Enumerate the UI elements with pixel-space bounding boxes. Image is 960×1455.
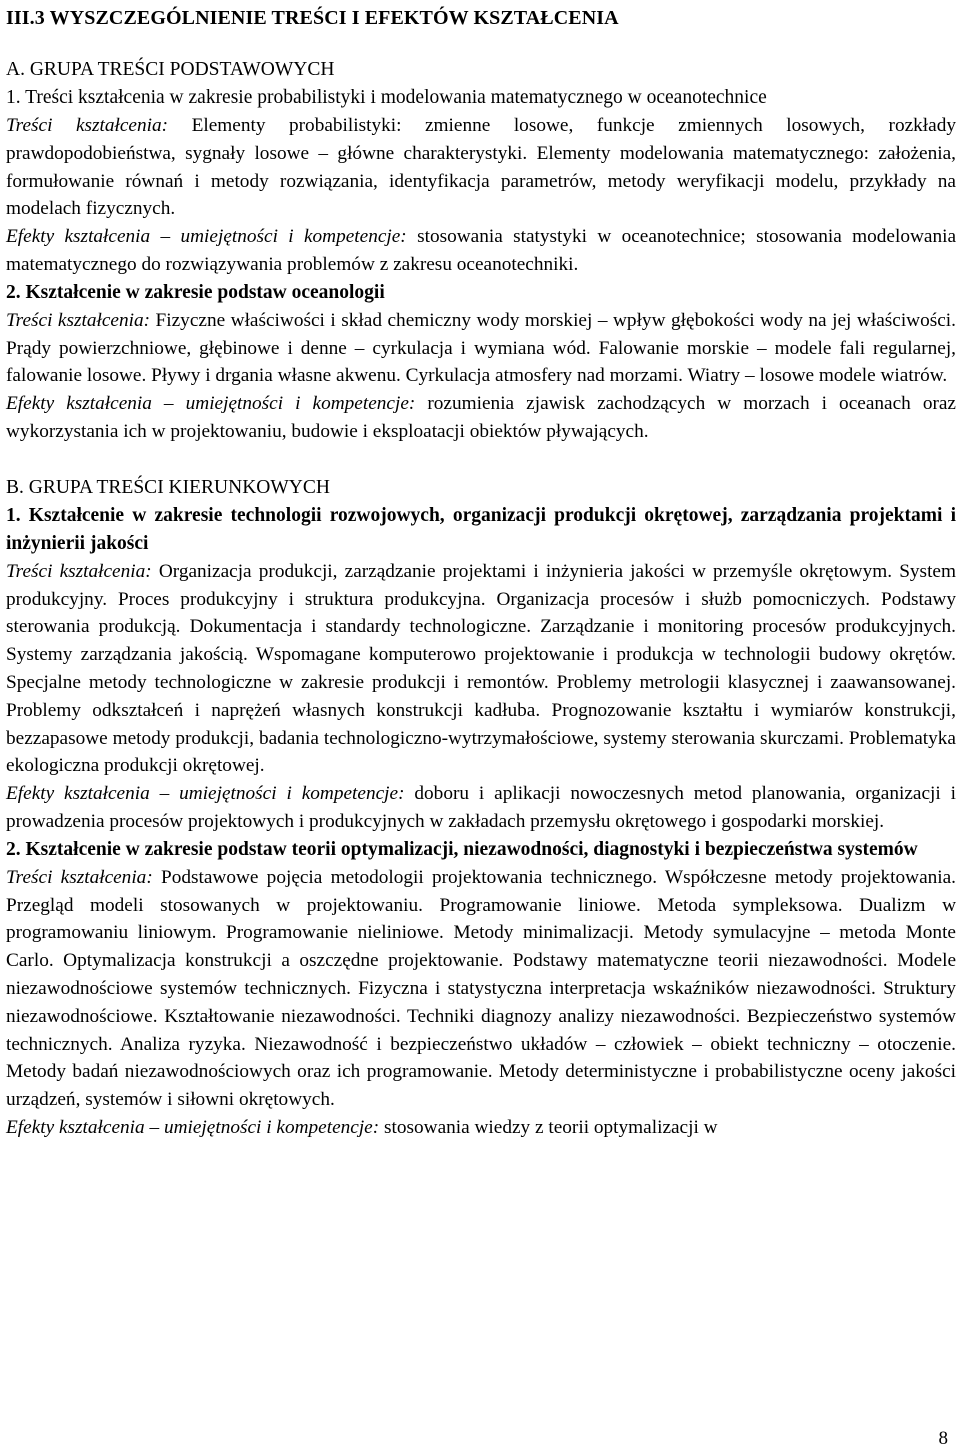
document-page — [6, 0, 956, 1142]
a1-title: 1. Treści kształcenia w zakresie probabilistyki i modelowania matematycznego w oceanotechnice — [6, 87, 767, 108]
subsection-a1 — [6, 84, 956, 279]
a1-effects-text: stosowania statystyki w oceanotechnice; stosowania modelowania matematycznego do rozwiązywania problemów z zakresu oceanotechniki. — [6, 226, 957, 275]
section-heading: III.3 WYSZCZEGÓLNIENIE TREŚCI I EFEKTÓW KSZTAŁCENIA — [6, 7, 619, 29]
b2-effects-paragraph — [6, 1114, 956, 1142]
subsection-b1 — [6, 502, 956, 836]
a1-content-text: Elementy probabilistyki: zmienne losowe, funkcje zmiennych losowych, rozkłady prawdopodobieństwa, sygnały losowe – główne charakterystyki. Elementy modelowania matematycznego: założenia, formułowanie równań i metody rozwiązania, identyfikacja parametrów, metody weryfikacji modelu, przykłady na modelach fizycznych. — [6, 115, 956, 220]
b2-content-label: Treści kształcenia: — [6, 866, 153, 888]
a1-effects-label: Efekty kształcenia – umiejętności i kompetencje: — [6, 226, 407, 248]
b1-effects-paragraph — [6, 780, 956, 836]
a2-effects-label: Efekty kształcenia – umiejętności i kompetencje: — [6, 393, 416, 415]
a1-content-paragraph — [6, 112, 956, 223]
a2-content-paragraph — [6, 307, 956, 390]
b1-title: 1. Kształcenie w zakresie technologii rozwojowych, organizacji produkcji okrętowej, zarządzania projektami i inżynierii jakości — [6, 504, 956, 554]
b1-effects-label: Efekty kształcenia – umiejętności i kompetencje: — [6, 783, 405, 805]
group-b-heading: B. GRUPA TREŚCI KIERUNKOWYCH — [6, 476, 330, 498]
a1-effects-paragraph — [6, 223, 956, 279]
a2-effects-text: rozumienia zjawisk zachodzących w morzach i oceanach oraz wykorzystania ich w projektowaniu, budowie i eksploatacji obiektów pływających. — [6, 393, 956, 442]
b1-content-text: Organizacja produkcji, zarządzanie projektami i inżynieria jakości w przemyśle okrętowym. System produkcyjny. Proces produkcyjny i struktura produkcyjna. Organizacja procesów i służb pomocniczych. Podstawy sterowania produkcją. Dokumentacja i standardy technologiczne. Zarządzanie i monitoring procesów produkcyjnych. Systemy zarządzania jakością. Wspomagane komputerowo projektowanie i produkcja w technologii budowy okrętów. Specjalne metody technologiczne w zakresie produkcji i remontów. Problemy metrologii klasycznej i zaawansowanej. Problemy odkształceń i naprężeń własnych konstrukcji kadłuba. Prognozowanie kształtu i wymiarów konstrukcji, bezzapasowe metody produkcji, badania technologiczno-wytrzymałościowe, systemy sterowania skurczami. Problematyka ekologiczna produkcji okrętowej. — [6, 560, 956, 777]
page-number: 8 — [938, 1428, 948, 1449]
a2-content-label: Treści kształcenia: — [6, 309, 151, 331]
b1-content-paragraph — [6, 558, 956, 780]
a1-content-label: Treści kształcenia: — [6, 115, 169, 136]
a2-title: 2. Kształcenie w zakresie podstaw oceanologii — [6, 281, 385, 303]
b1-content-label: Treści kształcenia: — [6, 560, 152, 582]
subsection-a2 — [6, 279, 956, 446]
b2-content-paragraph — [6, 864, 956, 1114]
subsection-b2 — [6, 836, 956, 1142]
b2-content-text: Podstawowe pojęcia metodologii projektowania technicznego. Współczesne metody projektowania. Przegląd modeli stosowanych w projektowaniu. Programowanie liniowe. Metoda sympleksowa. Dualizm w programowaniu liniowym. Programowanie nieliniowe. Metody minimalizacji. Metody symulacyjne – metoda Monte Carlo. Optymalizacja konstrukcji a oszczędne projektowanie. Podstawy matematyczne teorii niezawodności. Modele niezawodnościowe systemów technicznych. Fizyczna i statystyczna interpretacja wskaźników niezawodności. Struktury niezawodnościowe. Kształtowanie niezawodności. Techniki diagnozy analizy niezawodności. Bezpieczeństwo systemów technicznych. Analiza ryzyka. Niezawodność i bezpieczeństwo układów – człowiek – obiekt techniczny – otoczenie. Metody badań niezawodnościowych oraz ich programowanie. Metody deterministyczne i probabilistyczne oceny jakości urządzeń, systemów i siłowni okrętowych. — [6, 866, 957, 1111]
a2-effects-paragraph — [6, 390, 956, 446]
section-spacer — [6, 446, 956, 474]
group-a-heading: A. GRUPA TREŚCI PODSTAWOWYCH — [6, 59, 335, 80]
b1-effects-text: doboru i aplikacji nowoczesnych metod planowania, organizacji i prowadzenia procesów projektowych i produkcyjnych w zakładach przemysłu okrętowego i gospodarki morskiej. — [6, 783, 956, 832]
b2-title: 2. Kształcenie w zakresie podstaw teorii optymalizacji, niezawodności, diagnostyki i bezpieczeństwa systemów — [6, 838, 918, 860]
b2-effects-text: stosowania wiedzy z teorii optymalizacji w — [384, 1116, 718, 1138]
a2-content-text: Fizyczne właściwości i skład chemiczny wody morskiej – wpływ głębokości wody na jej właściwości. Prądy powierzchniowe, głębinowe i denne – cyrkulacja i wymiana wód. Falowanie morskie – modele fali regularnej, falowanie losowe. Pływy i drgania własne akwenu. Cyrkulacja atmosfery nad morzami. Wiatry – losowe modele wiatrów. — [6, 309, 956, 387]
b2-effects-label: Efekty kształcenia – umiejętności i kompetencje: — [6, 1116, 380, 1138]
